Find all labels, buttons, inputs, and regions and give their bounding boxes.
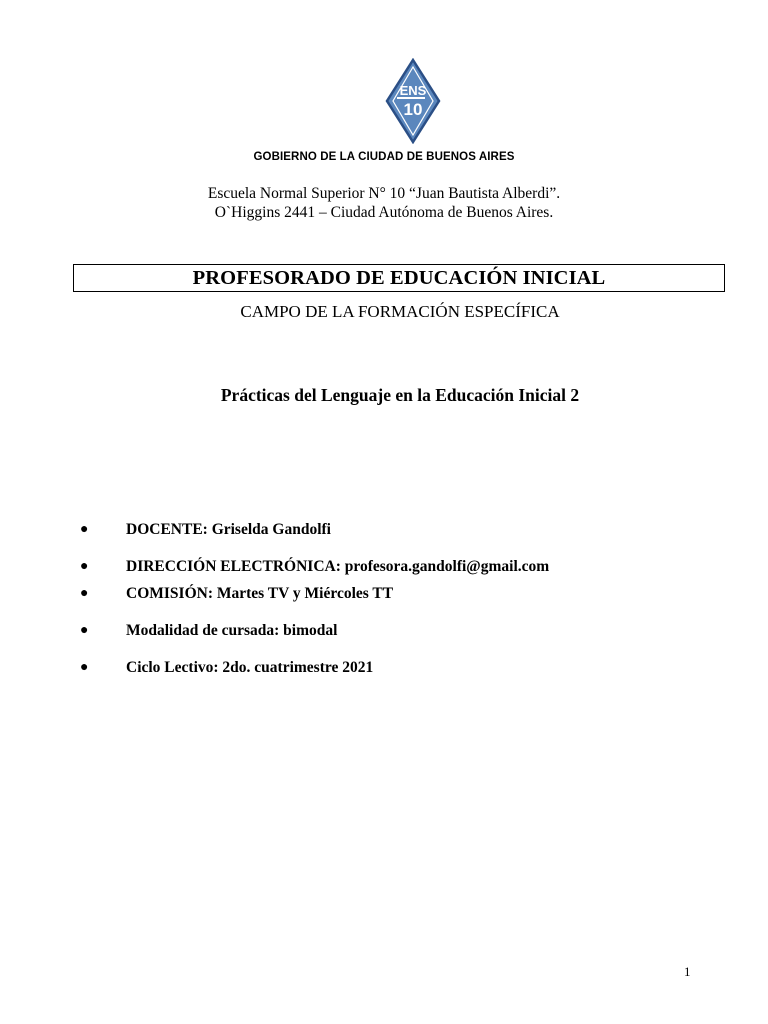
list-item-email: [0, 556, 768, 578]
logo-number: 10: [403, 100, 423, 119]
list-item-teacher: [0, 519, 768, 541]
government-heading: GOBIERNO DE LA CIUDAD DE BUENOS AIRES: [253, 151, 515, 163]
commission-text: COMISIÓN: Martes TV y Miércoles TT: [126, 585, 394, 602]
bullet-icon: ●: [80, 522, 89, 537]
list-item-commission: [0, 583, 768, 605]
modality-text: Modalidad de cursada: bimodal: [126, 622, 338, 639]
school-address: O`Higgins 2441 – Ciudad Autónoma de Buenos Aires.: [214, 204, 554, 221]
diamond-emblem-icon: [385, 58, 441, 144]
bullet-icon: ●: [80, 586, 89, 601]
list-item-modality: [0, 620, 768, 642]
bullet-icon: ●: [80, 660, 89, 675]
field-heading: CAMPO DE LA FORMACIÓN ESPECÍFICA: [240, 302, 560, 321]
logo-initials: ENS: [399, 83, 427, 98]
cycle-text: Ciclo Lectivo: 2do. cuatrimestre 2021: [126, 659, 374, 676]
list-item-cycle: [0, 657, 768, 679]
subject-title: Prácticas del Lenguaje en la Educación Inicial 2: [220, 385, 580, 405]
bullet-icon: ●: [80, 559, 89, 574]
page-number: 1: [684, 964, 691, 979]
teacher-text: DOCENTE: Griselda Gandolfi: [126, 521, 331, 538]
bullet-icon: ●: [80, 623, 89, 638]
program-title: PROFESORADO DE EDUCACIÓN INICIAL: [192, 266, 606, 289]
email-text: DIRECCIÓN ELECTRÓNICA: profesora.gandolfi@gmail.com: [126, 558, 550, 575]
title-box: [73, 264, 725, 292]
school-logo: [385, 58, 441, 144]
school-name: Escuela Normal Superior N° 10 “Juan Bautista Alberdi”.: [207, 185, 561, 202]
